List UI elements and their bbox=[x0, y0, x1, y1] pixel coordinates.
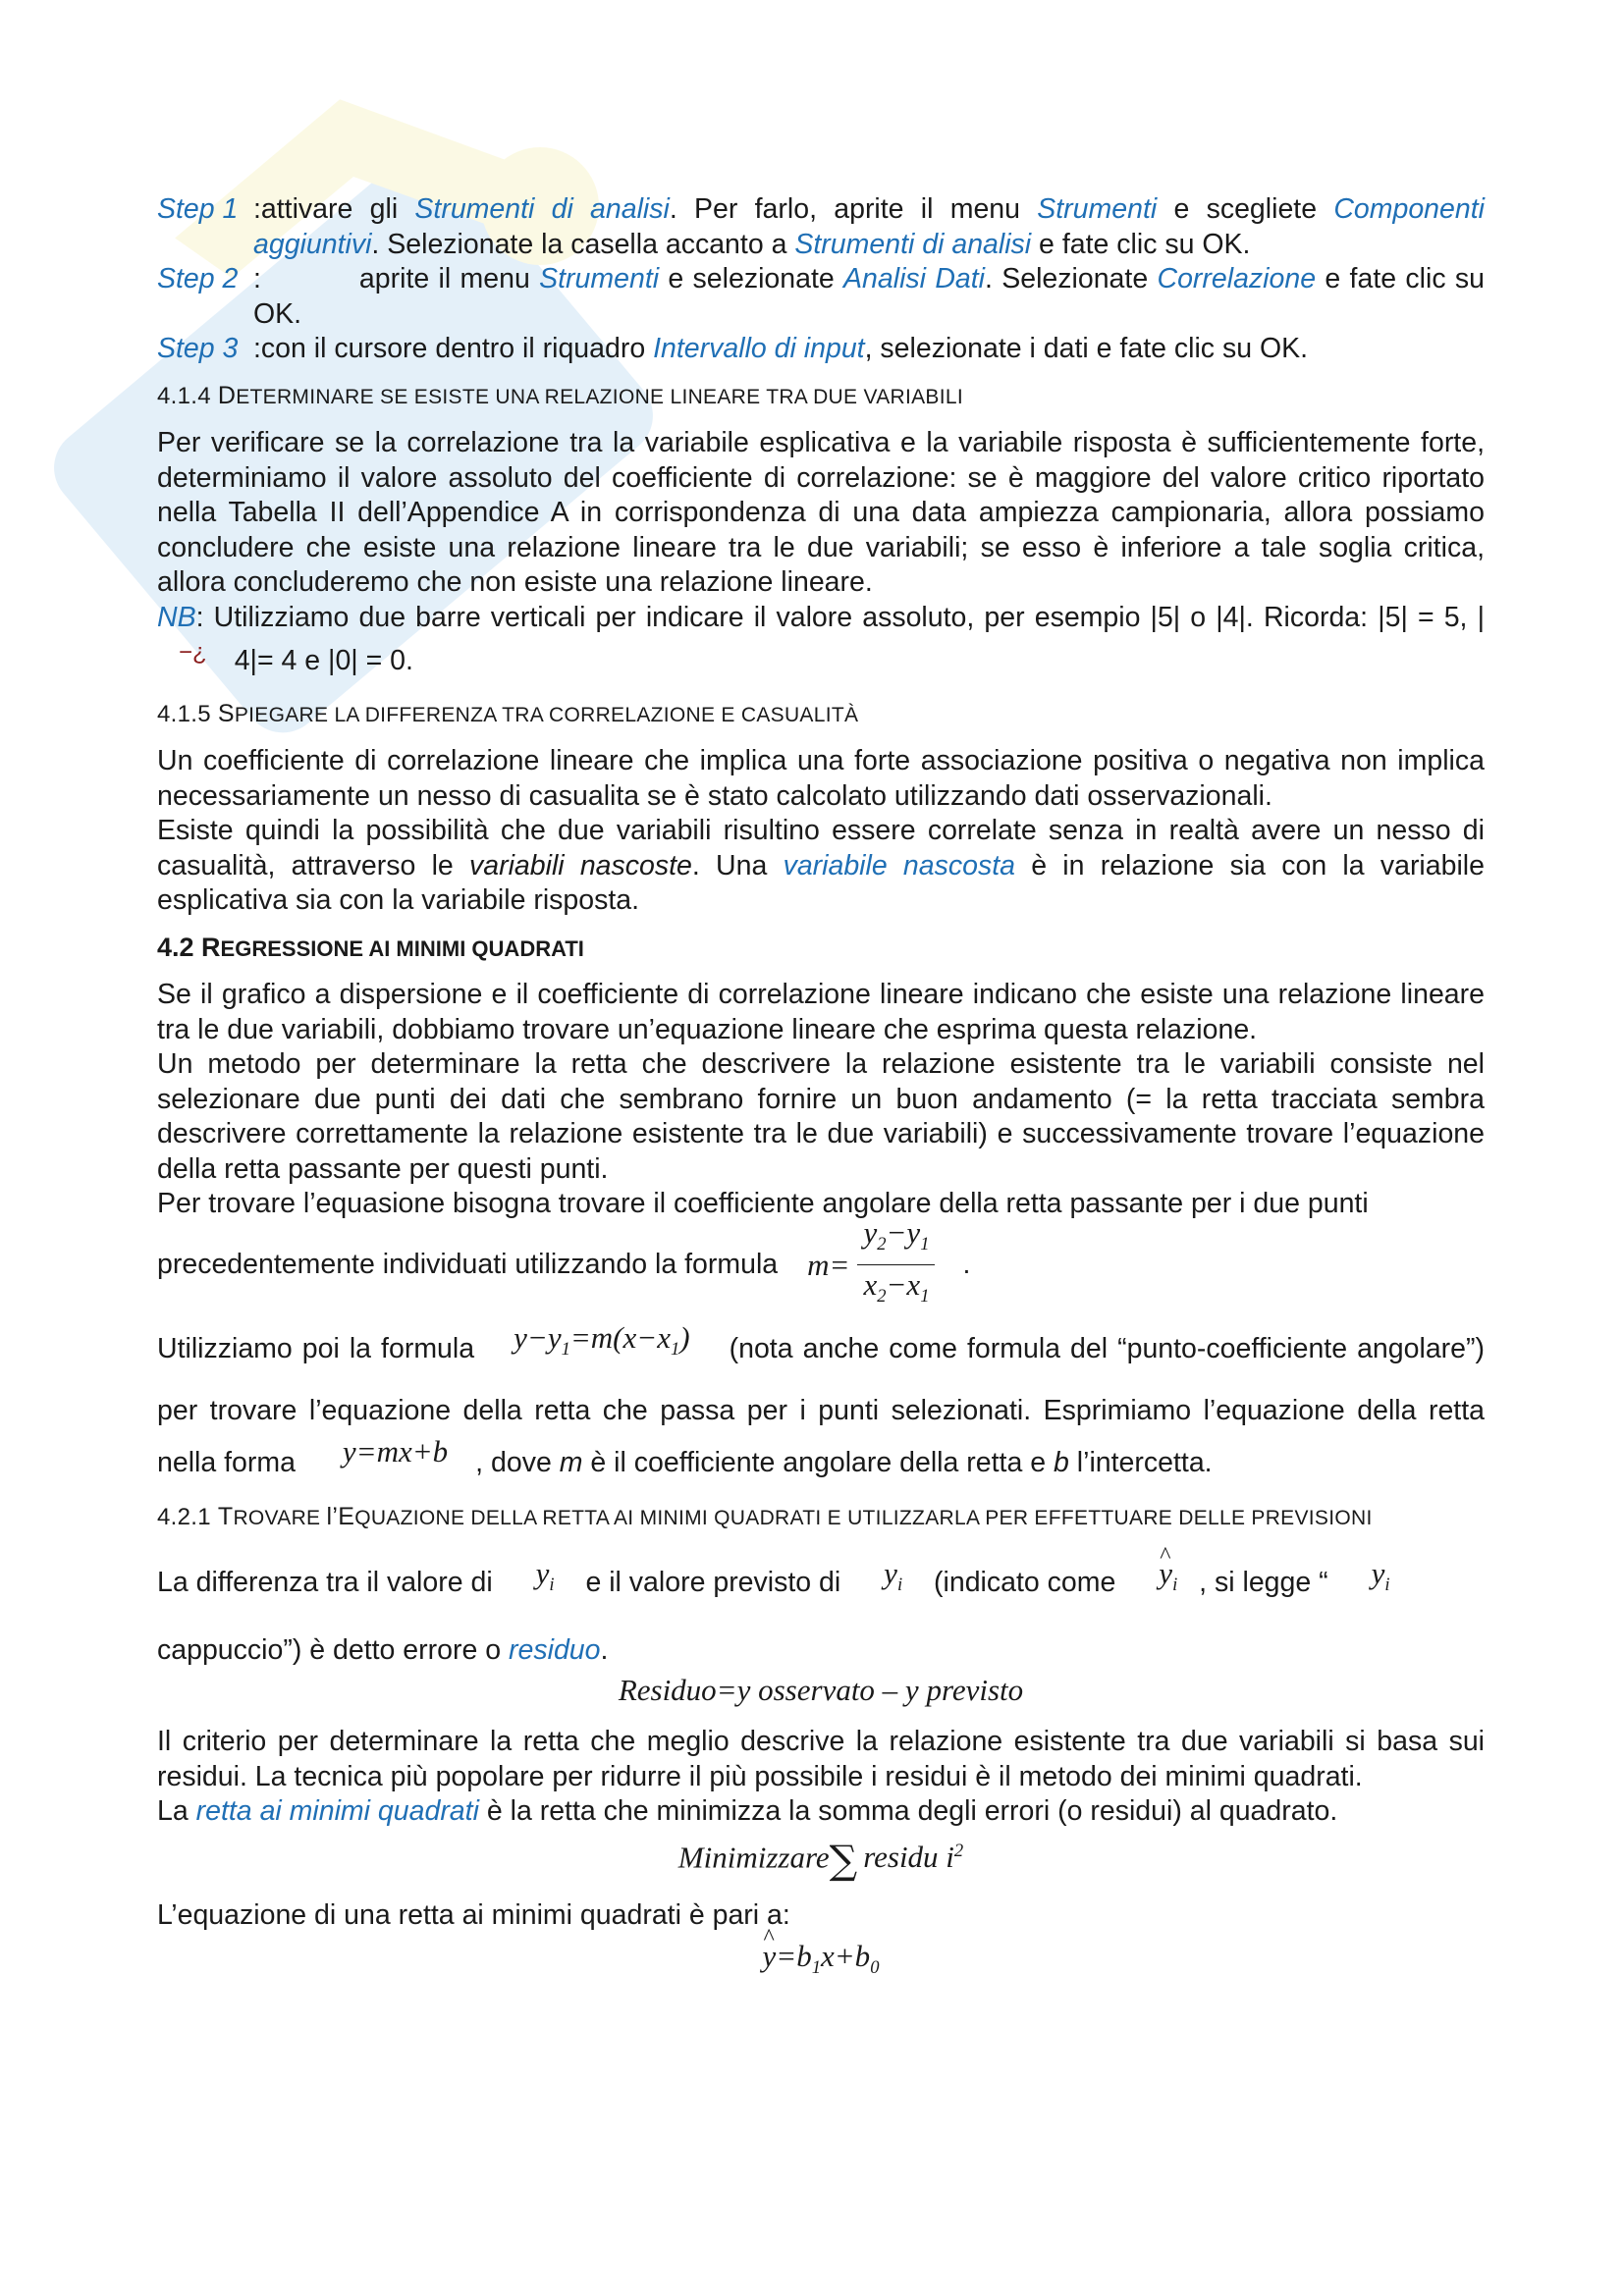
paragraph: Per verificare se la correlazione tra la variabile esplicativa e la variabile risposta è sufficientemente forte, determiniamo il valore assoluto del coefficiente di correlazione: se è maggiore del valore critico riportato nella Tabella II dell’Appendice A in corrispondenza di una data ampiezza campionaria, allora possiamo concludere che esiste una relazione lineare tra le due variabili; se esso è inferiore a tale soglia critica, allora concluderemo che non esiste una relazione lineare. bbox=[157, 427, 1485, 598]
step-label: Step 1 bbox=[157, 193, 239, 225]
residual-equation: Residuo=y osservato – y previsto bbox=[618, 1672, 1024, 1707]
heading-4-2: 4.2 REGRESSIONE AI MINIMI QUADRATI bbox=[157, 932, 584, 962]
term-link: variabile nascosta bbox=[783, 849, 1015, 881]
step-3: Step 3 :con il cursore dentro il riquadro Intervallo di input, selezionate i dati e fate clic su OK. bbox=[157, 332, 1485, 367]
step-label: Step 2 bbox=[157, 263, 239, 294]
paragraph: Un metodo per determinare la retta che descrivere la relazione esistente tra le variabili consiste nel selezionare due punti dei dati che sembrano fornire un buon andamento (= la retta tracciata sembra descrivere correttamente la relazione esistente tra le due variabili) e successivamente trovare l’equazione della retta passante per questi punti. bbox=[157, 1048, 1485, 1185]
step-label: Step 3 bbox=[157, 333, 239, 364]
point-slope-paragraph: Utilizziamo poi la formula $y-y_1=m(x-x_1)$ (nota anche come formula del “punto-coefficiente angolare”) per trovare l’equazione della retta che passa per i punti selezionati. Esprimiamo l’equazione della retta nella forma y=mx+b , dove m è il coefficiente angolare della retta e b l’intercetta. bbox=[157, 1319, 1485, 1478]
paragraph: La retta ai minimi quadrati è la retta che minimizza la somma degli errori (o residui) al quadrato. bbox=[157, 1795, 1338, 1828]
slope-formula-line: precedentemente individuati utilizzando la formula m= $\frac{y_2-y_1}{x_2-x_1}$ . bbox=[157, 1226, 1485, 1305]
document-page bbox=[157, 192, 1485, 1986]
heading-4-1-5: 4.1.5 SPIEGARE LA DIFFERENZA TRA CORRELAZIONE E CASUALITÀ bbox=[157, 699, 859, 727]
heading-4-2-1: 4.2.1 TROVARE l’EQUAZIONE DELLA RETTA AI MINIMI QUADRATI E UTILIZZARLA PER EFFETTUARE DELLE PREVISIONI bbox=[157, 1502, 1373, 1530]
step-1: Step 1 :attivare gli Strumenti di analisi. Per farlo, aprite il menu Strumenti e scegliete Componenti aggiuntivi. Selezionate la casella accanto a Strumenti di analisi e fate clic su OK. bbox=[157, 193, 1485, 260]
paragraph: Esiste quindi la possibilità che due variabili risultino essere correlate senza in realtà avere un nesso di casualità, attraverso le variabili nascoste. Una variabile nascosta è in relazione sia con la variabile esplicativa sia con la variabile risposta. bbox=[157, 815, 1485, 916]
minimize-equation: Minimizzare∑ residu $i^2$ bbox=[677, 1838, 964, 1884]
heading-4-1-4: 4.1.4 DETERMINARE SE ESISTE UNA RELAZIONE LINEARE TRA DUE VARIABILI bbox=[157, 381, 963, 409]
nb-paragraph: NB: Utilizziamo due barre verticali per indicare il valore assoluto, per esempio |5| o |4|. Ricorda: |5| = 5, |−¿ 4|= 4 e |0| = 0. bbox=[157, 601, 1485, 676]
slope-formula: m= $\frac{y_2-y_1}{x_2-x_1}$ bbox=[807, 1215, 943, 1314]
paragraph: Per trovare l’equasione bisogna trovare il coefficiente angolare della retta passante per i due punti bbox=[157, 1188, 1369, 1219]
point-slope-formula: $y-y_1=m(x-x_1)$ bbox=[514, 1319, 690, 1360]
paragraph: Se il grafico a dispersione e il coefficiente di correlazione lineare indicano che esiste una relazione lineare tra le due variabili, dobbiamo trovare un’equazione lineare che esprima questa relazione. bbox=[157, 979, 1485, 1045]
line-equation: y=mx+b bbox=[342, 1433, 449, 1468]
residual-paragraph: La differenza tra il valore di $y_i$ e il valore previsto di $y_i$ (indicato come ^ $y_i$ , si legge “ $y_i$ cappuccio”) è detto errore o residuo. bbox=[157, 1553, 1485, 1679]
term-link: retta ai minimi quadrati bbox=[195, 1795, 479, 1828]
term-link: residuo bbox=[509, 1633, 601, 1666]
step-2: Step 2 : aprite il menu Strumenti e selezionate Analisi Dati. Selezionate Correlazione e fate clic su OK. bbox=[157, 263, 1485, 330]
broken-symbol: −¿ bbox=[179, 639, 207, 666]
paragraph: Un coefficiente di correlazione lineare che implica una forte associazione positiva o negativa non implica necessariamente un nesso di casualita se è stato calcolato utilizzando dati osservazionali. bbox=[157, 745, 1485, 812]
least-squares-equation: ^ $y=b_1x+b_0$ bbox=[157, 1939, 1485, 1986]
nb-label: NB bbox=[157, 601, 196, 633]
paragraph: Il criterio per determinare la retta che meglio descrive la relazione esistente tra due variabili si basa sui residui. La tecnica più popolare per ridurre il più possibile i residui è il metodo dei minimi quadrati. bbox=[157, 1726, 1485, 1792]
paragraph: L’equazione di una retta ai minimi quadrati è pari a: bbox=[157, 1898, 790, 1931]
